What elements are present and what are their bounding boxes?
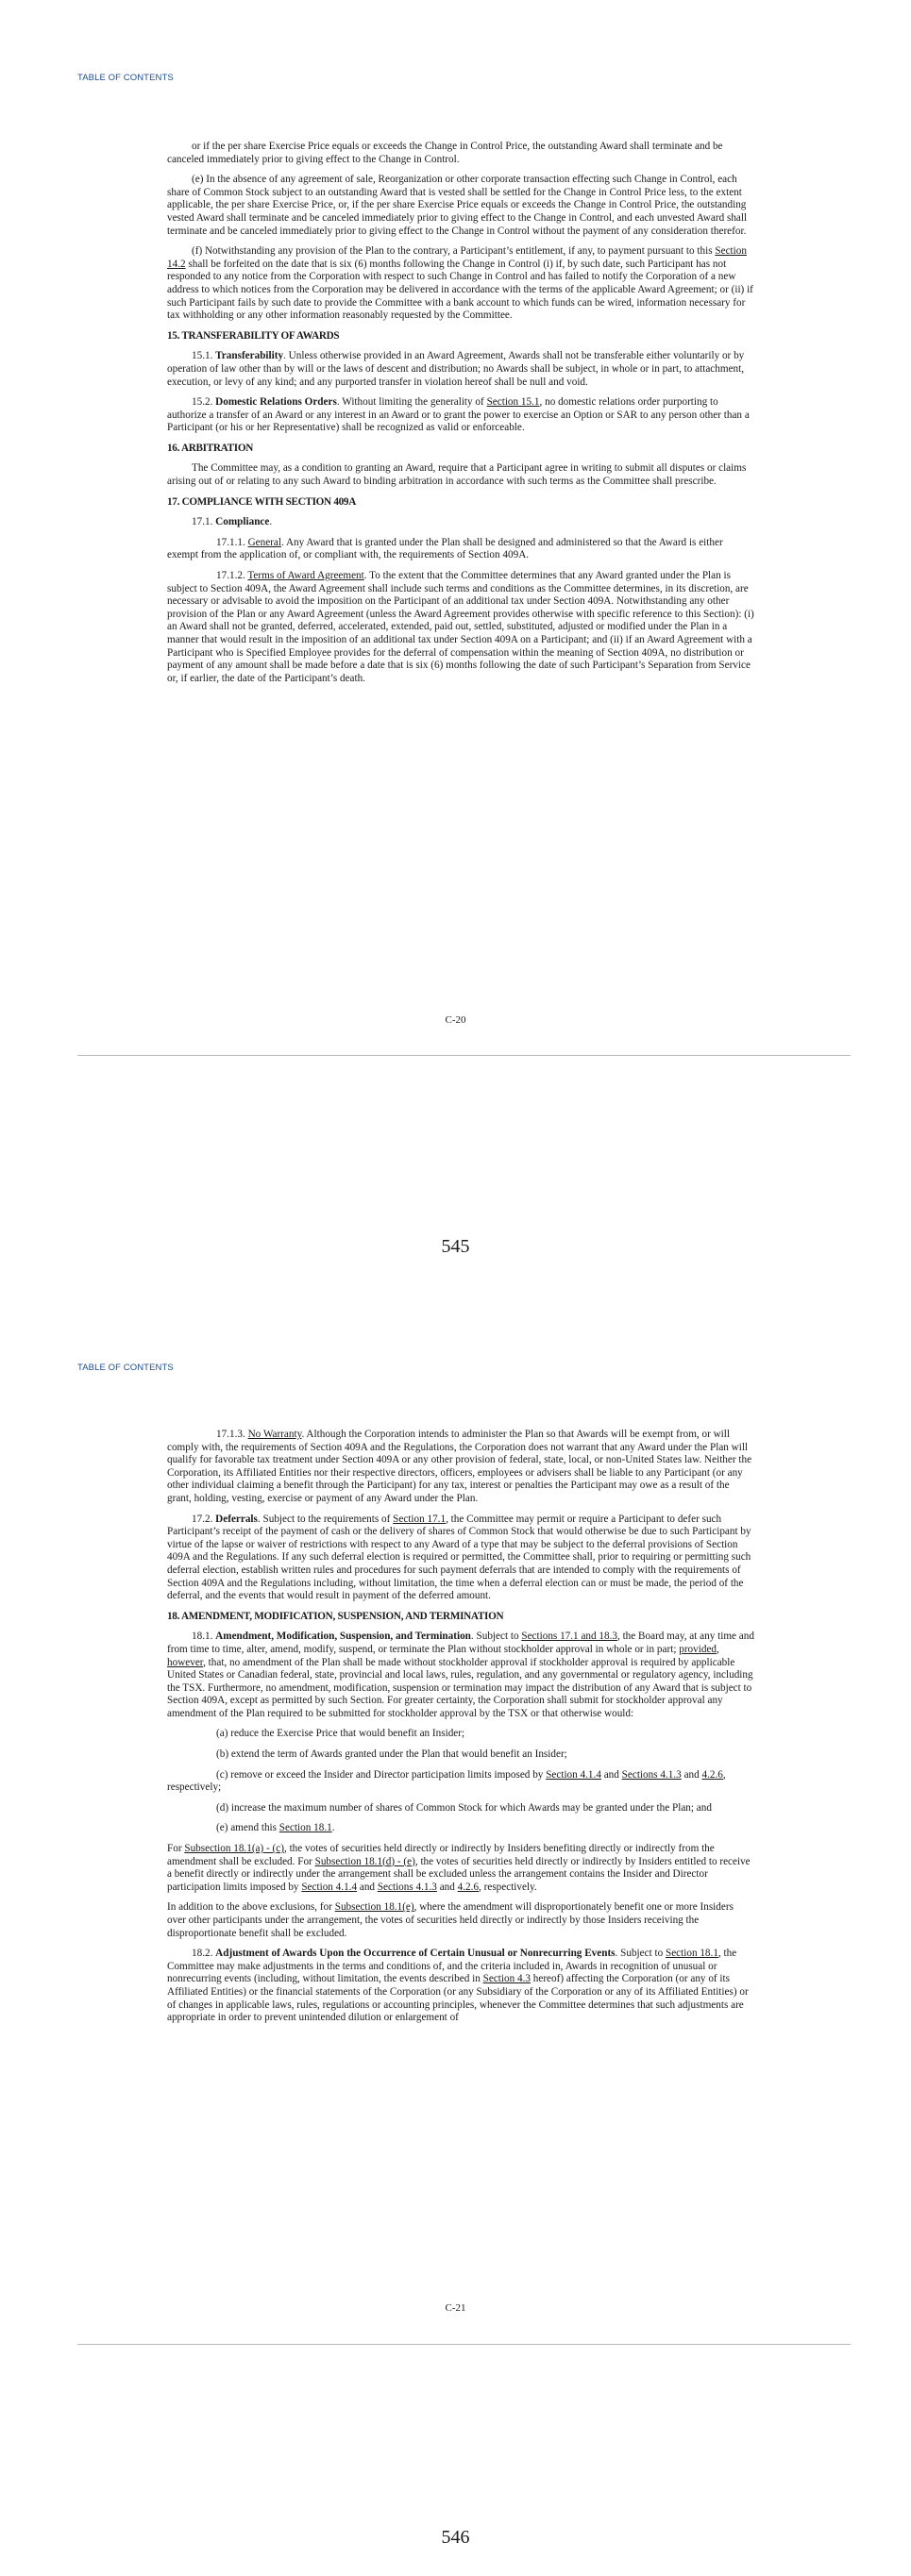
section-link[interactable]: Section 18.1 (278, 1822, 332, 1834)
paragraph: In addition to the above exclusions, for Subsection 18.1(e), where the amendment will disproportionately benefit one or more Insiders over other participants under the arrangement, the votes of securities held directly or indirectly by those Insiders receiving the disproportionate benefit shall be excluded. (167, 1901, 734, 1939)
section-link[interactable]: Section 4.1.4 (546, 1768, 601, 1781)
list-item: (d) increase the maximum number of shares of Common Stock for which Awards may be granted under the Plan; and (216, 1801, 712, 1814)
section-heading: 15. TRANSFERABILITY OF AWARDS (167, 329, 340, 342)
page-footer: C-21 (445, 2302, 466, 2314)
section-link[interactable]: Section 4.1.4 (301, 1881, 358, 1893)
section-link[interactable]: Subsection 18.1(a) - (c) (184, 1843, 284, 1855)
section-link[interactable]: Subsection 18.1(e) (334, 1901, 414, 1914)
section-link[interactable]: Sections 17.1 and 18.3 (521, 1631, 617, 1643)
section-link[interactable]: Subsection 18.1(d) - (e) (314, 1855, 415, 1867)
section-heading: 17. COMPLIANCE WITH SECTION 409A (167, 495, 356, 508)
list-item: (b) extend the term of Awards granted under the Plan that would benefit an Insider; (216, 1748, 567, 1761)
table-of-contents-link[interactable]: TABLE OF CONTENTS (77, 1363, 174, 1373)
section-link[interactable]: Section 14.2 (167, 245, 747, 270)
page-number: 545 (441, 1236, 470, 1257)
page-divider (77, 2344, 851, 2345)
section-link[interactable]: Section 17.1 (393, 1513, 447, 1525)
paragraph: 18.2. Adjustment of Awards Upon the Occurrence of Certain Unusual or Nonrecurring Events. Subject to Section 18.1, the Committee may make adjustments in the terms and conditions of, and the criteria included in, Awards in recognition of unusual or nonrecurring events (including, without limitation, the events described in Section 4.3 hereof) affecting the Corporation (or any of its Affiliated Entities) or the financial statements of the Corporation (or any Subsidiary of the Corporation or any of its Affiliated Entities) or of changes in applicable laws, rules, regulations or accounting principles, whenever the Committee determines that such adjustments are appropriate in order to prevent unintended dilution or enlargement of (167, 1948, 749, 2024)
paragraph: 15.1. Transferability. Unless otherwise provided in an Award Agreement, Awards shall not be transferable either voluntarily or by operation of law other than by will or the laws of descent and distribution; no Awards shall be subject, in whole or in part, to attachment, execution, or levy of any kind; and any purported transfer in violation hereof shall be null and void. (167, 350, 745, 388)
paragraph: 17.1.1. General. Any Award that is granted under the Plan shall be designed and administered so that the Award is either exempt from the application of, or compliant with, the requirements of Section 409A. (167, 536, 723, 561)
section-link[interactable]: Sections 4.1.3 (621, 1768, 682, 1781)
page-divider (77, 1055, 851, 1056)
section-heading: 18. AMENDMENT, MODIFICATION, SUSPENSION, AND TERMINATION (167, 1610, 504, 1622)
table-of-contents-link[interactable]: TABLE OF CONTENTS (77, 73, 174, 83)
section-link[interactable]: Sections 4.1.3 (377, 1881, 437, 1893)
paragraph: The Committee may, as a condition to granting an Award, require that a Participant agree in writing to submit all disputes or claims arising out of or relating to any such Award to binding arbitration in accordance with such terms as the Committee shall prescribe. (167, 462, 747, 488)
page-footer: C-20 (445, 1014, 466, 1026)
paragraph: 17.1.3. No Warranty. Although the Corporation intends to administer the Plan so that Awards will be exempt from, or will comply with, the requirements of Section 409A and the Regulations, the Corporation does not warrant that any Award under the Plan will qualify for favorable tax treatment under Section 409A or any other provision of federal, state, local, or non-United States law. Neither the Corporation, its Affiliated Entities nor their respective directors, officers, employees or advisers shall be liable to any Participant (or any other individual claiming a benefit through the Participant) for any tax, interest or penalties the Participant may owe as a result of the grant, holding, vesting, exercise or payment of any Award under the Plan. (167, 1429, 752, 1504)
section-heading: 16. ARBITRATION (167, 442, 254, 454)
section-link[interactable]: 4.2.6 (457, 1881, 480, 1893)
page-2-body (167, 1429, 754, 2032)
page-number: 546 (441, 2527, 470, 2548)
section-link[interactable]: Section 18.1 (665, 1948, 718, 1960)
page-1-body (167, 141, 754, 693)
paragraph: For Subsection 18.1(a) - (c), the votes of securities held directly or indirectly by Insiders benefiting directly or indirectly from the amendment shall be excluded. For Subsection 18.1(d) - (e), the votes of securities held directly or indirectly by Insiders entitled to receive a benefit directly or indirectly under the arrangement shall be excluded unless the arrangement contains the Insider and Director participation limits imposed by Section 4.1.4 and Sections 4.1.3 and 4.2.6, respectively. (167, 1843, 751, 1893)
section-link[interactable]: Section 15.1 (486, 396, 540, 409)
paragraph: 17.2. Deferrals. Subject to the requirements of Section 17.1, the Committee may permit or require a Participant to defer such Participant’s receipt of the payment of cash or the delivery of shares of Common Stock that would otherwise be due to such Participant by virtue of the lapse or waiver of restrictions with respect to any Award of a type that may be subject to the deferral provisions of Section 409A and the Regulations. If any such deferral election is required or permitted, the Committee shall, prior to requiring or permitting such deferral election, establish written rules and procedures for such payment deferrals that are intended to comply with the requirements of Section 409A and the Regulations including, without limitation, the time when a deferral election can or must be made, the period of the deferral, and the events that would result in payment of the deferred amount. (167, 1513, 751, 1602)
section-link[interactable]: Section 4.3 (482, 1973, 531, 1985)
list-item: (e) amend this Section 18.1. (216, 1822, 335, 1834)
paragraph: 17.1. Compliance. (192, 516, 273, 528)
paragraph: (f) Notwithstanding any provision of the Plan to the contrary, a Participant’s entitlement, if any, to payment pursuant to this Section 14.2 shall be forfeited on the date that is six (6) months following the Change in Control (i) if, by such date, such Participant has not responded to any notice from the Corporation with respect to such Change in Control and has failed to notify the Corporation of a new address to which notices from the Corporation may be delivered in accordance with the terms of the applicable Award Agreement; or (ii) if such Participant fails by such date to provide the Committee with a bank account to which funds can be wired, information necessary for tax withholding or any other information reasonably requested by the Committee. (167, 245, 753, 322)
list-item: (a) reduce the Exercise Price that would benefit an Insider; (216, 1728, 465, 1740)
paragraph: (e) In the absence of any agreement of sale, Reorganization or other corporate transaction effecting such Change in Control, each share of Common Stock subject to an outstanding Award that is vested shall be settled for the Change in Control Price less, to the extent applicable, the per share Exercise Price, or, if the per share Exercise Price equals or exceeds the Change in Control Price, the outstanding vested Award shall terminate and be canceled immediately prior to giving effect to the Change in Control, and each unvested Award shall terminate and be canceled immediately prior to giving effect to the Change in Control without the payment of any consideration therefor. (167, 174, 748, 237)
paragraph: or if the per share Exercise Price equals or exceeds the Change in Control Price, the outstanding Award shall terminate and be canceled immediately prior to giving effect to the Change in Control. (167, 141, 723, 165)
paragraph: 17.1.2. Terms of Award Agreement. To the extent that the Committee determines that any Award granted under the Plan is subject to Section 409A, the Award Agreement shall include such terms and conditions as the Committee determines, in its discretion, are necessary or advisable to avoid the imposition on the Participant of an additional tax under Section 409A. Notwithstanding any other provision of the Plan or any Award Agreement (unless the Award Agreement provides otherwise with specific reference to this Section): (i) an Award shall not be granted, deferred, accelerated, extended, paid out, settled, substituted, adjusted or modified under the Plan in a manner that would result in the imposition of an additional tax under Section 409A on a Participant; and (ii) if an Award Agreement with a Participant who is Specified Employee provides for the deferral of compensation within the meaning of Section 409A, no distribution or payment of any amount shall be made before a date that is six (6) months following the date of such Participant’s Separation from Service or, if earlier, the date of the Participant’s death. (167, 570, 754, 684)
section-link[interactable]: 4.2.6 (701, 1768, 723, 1781)
paragraph: 18.1. Amendment, Modification, Suspension, and Termination. Subject to Sections 17.1 and 18.3, the Board may, at any time and from time to time, alter, amend, modify, suspend, or terminate the Plan without stockholder approval in whole or in part; provided, however, that, no amendment of the Plan shall be made without stockholder approval if stockholder approval is required by applicable United States or Canadian federal, state, provincial and local laws, rules, regulation, and any governmental or regulatory agency, including the TSX. Furthermore, no amendment, modification, suspension or termination may impact the distribution of any Award that is subject to Section 409A, except as permitted by such Section. For greater certainty, the Corporation shall submit for stockholder approval any amendment of the Plan required to be submitted for stockholder approval by the TSX or that otherwise would: (167, 1631, 754, 1719)
list-item: (c) remove or exceed the Insider and Director participation limits imposed by Section 4.1.4 and Sections 4.1.3 and 4.2.6, respectively; (167, 1768, 726, 1794)
paragraph: 15.2. Domestic Relations Orders. Without limiting the generality of Section 15.1, no domestic relations order purporting to authorize a transfer of an Award or any interest in an Award or to grant the power to exercise an Option or SAR to any person other than a Participant (or his or her Representative) shall be recognized as valid or enforceable. (167, 396, 750, 434)
